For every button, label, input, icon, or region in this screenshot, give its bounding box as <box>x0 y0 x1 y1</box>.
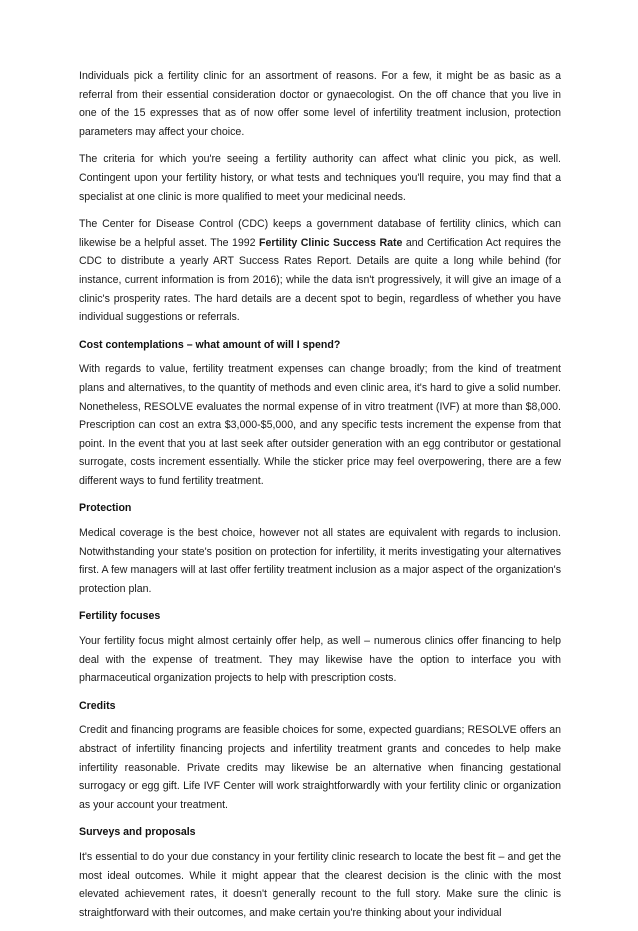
cdc-text-start: The Center for Disease Control (CDC) keeps a government database of fertility clinics, which can likewise be a helpful asset. The 1992 <box>79 218 561 249</box>
paragraph-fertility-focuses: Your fertility focus might almost certainly offer help, as well – numerous clinics offer financing to help deal with the expense of treatment. They may likewise have the option to interface you with pharmaceutical organization projects to help with prescription costs. <box>79 635 561 685</box>
paragraph-surveys: It's essential to do your due constancy in your fertility clinic research to locate the best fit – and get the most ideal outcomes. While it might appear that the clearest decision is the clinic with the most elevated achievement rates, it doesn't generally recount to the full story. Make sure the clinic is straightforward with their outcomes, and make certain you're thinking about your individual <box>79 850 561 919</box>
cdc-text-end: and Certification Act requires the CDC to distribute a yearly ART Success Rates Report. Details are quite a long while behind (for instance, current information is from 2016); while the data isn't progressively, it will give an image of a clinic's prosperity rates. The hard details are a decent spot to begin, regardless of whether you have individual suggestions or referrals. <box>79 236 561 324</box>
heading-fertility-focuses: Fertility focuses <box>79 610 161 623</box>
paragraph-cdc <box>79 215 561 327</box>
heading-cost: Cost contemplations – what amount of will I spend? <box>79 338 341 351</box>
heading-protection: Protection <box>79 502 132 515</box>
heading-credits: Credits <box>79 699 116 712</box>
heading-surveys: Surveys and proposals <box>79 826 196 839</box>
paragraph-cost: With regards to value, fertility treatment expenses can change broadly; from the kind of treatment plans and alternatives, to the quantity of methods and even clinic area, it's hard to give a solid number. Nonetheless, RESOLVE evaluates the normal expense of in vitro treatment (IVF) at more than $8,000. Prescription can cost an extra $3,000-$5,000, and any specific tests increment the expense from that point. In the event that you at last seek after outsider generation with an egg contributor or gestational surrogate, costs increment essentially. While the sticker price may feel overpowering, there are a few different ways to fund fertility treatment. <box>79 363 561 487</box>
success-rate-keyword: Fertility Clinic Success Rate <box>259 236 403 249</box>
paragraph-referral: Individuals pick a fertility clinic for an assortment of reasons. For a few, it might be as basic as a referral from their essential consideration doctor or gynaecologist. On the off chance that you live in one of the 15 expresses that as of now offer some level of infertility treatment inclusion, protection parameters may affect your choice. <box>79 70 561 138</box>
paragraph-protection: Medical coverage is the best choice, however not all states are equivalent with regards to inclusion. Notwithstanding your state's position on protection for infertility, it merits investigating your alternatives first. A few managers will at last offer fertility treatment inclusion as a major aspect of the organization's protection plan. <box>79 527 561 595</box>
paragraph-credits: Credit and financing programs are feasible choices for some, expected guardians; RESOLVE offers an abstract of infertility financing projects and infertility treatment grants and concedes to help make infertility reasonable. Private credits may likewise be an alternative when financing gestational surrogacy or egg gift. Life IVF Center will work straightforwardly with your fertility clinic or organization as your account your treatment. <box>79 724 561 811</box>
document-page <box>79 67 561 931</box>
paragraph-criteria: The criteria for which you're seeing a fertility authority can affect what clinic you pick, as well. Contingent upon your fertility history, or what tests and techniques you'll require, you may find that a specialist at one clinic is more qualified to meet your medicinal needs. <box>79 153 561 203</box>
